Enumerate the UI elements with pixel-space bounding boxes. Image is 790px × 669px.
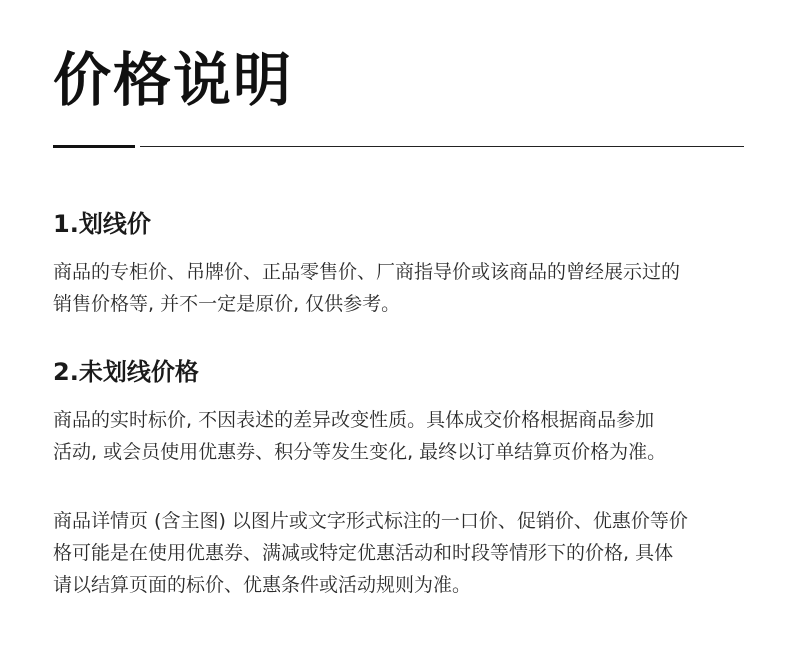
- paragraph-line: 格可能是在使用优惠券、满减或特定优惠活动和时段等情形下的价格, 具体: [53, 542, 674, 564]
- title-underline-accent: [53, 145, 135, 148]
- page-title: 价格说明: [53, 46, 294, 114]
- paragraph-line: 请以结算页面的标价、优惠条件或活动规则为准。: [53, 574, 472, 596]
- paragraph-line: 销售价格等, 并不一定是原价, 仅供参考。: [53, 293, 401, 315]
- paragraph-line: 商品的实时标价, 不因表述的差异改变性质。具体成交价格根据商品参加: [53, 409, 655, 431]
- title-underline-divider: [140, 146, 744, 147]
- section-2-paragraph-1: [53, 404, 748, 468]
- paragraph-line: 活动, 或会员使用优惠券、积分等发生变化, 最终以订单结算页价格为准。: [53, 441, 667, 463]
- section-1-paragraph: [53, 256, 748, 320]
- paragraph-line: 商品详情页 (含主图) 以图片或文字形式标注的一口价、促销价、优惠价等价: [53, 510, 688, 532]
- section-heading-non-strikethrough-price: 2.未划线价格: [53, 358, 199, 386]
- paragraph-line: 商品的专柜价、吊牌价、正品零售价、厂商指导价或该商品的曾经展示过的: [53, 261, 681, 283]
- section-heading-strikethrough-price: 1.划线价: [53, 210, 151, 238]
- section-2-paragraph-2: [53, 505, 748, 601]
